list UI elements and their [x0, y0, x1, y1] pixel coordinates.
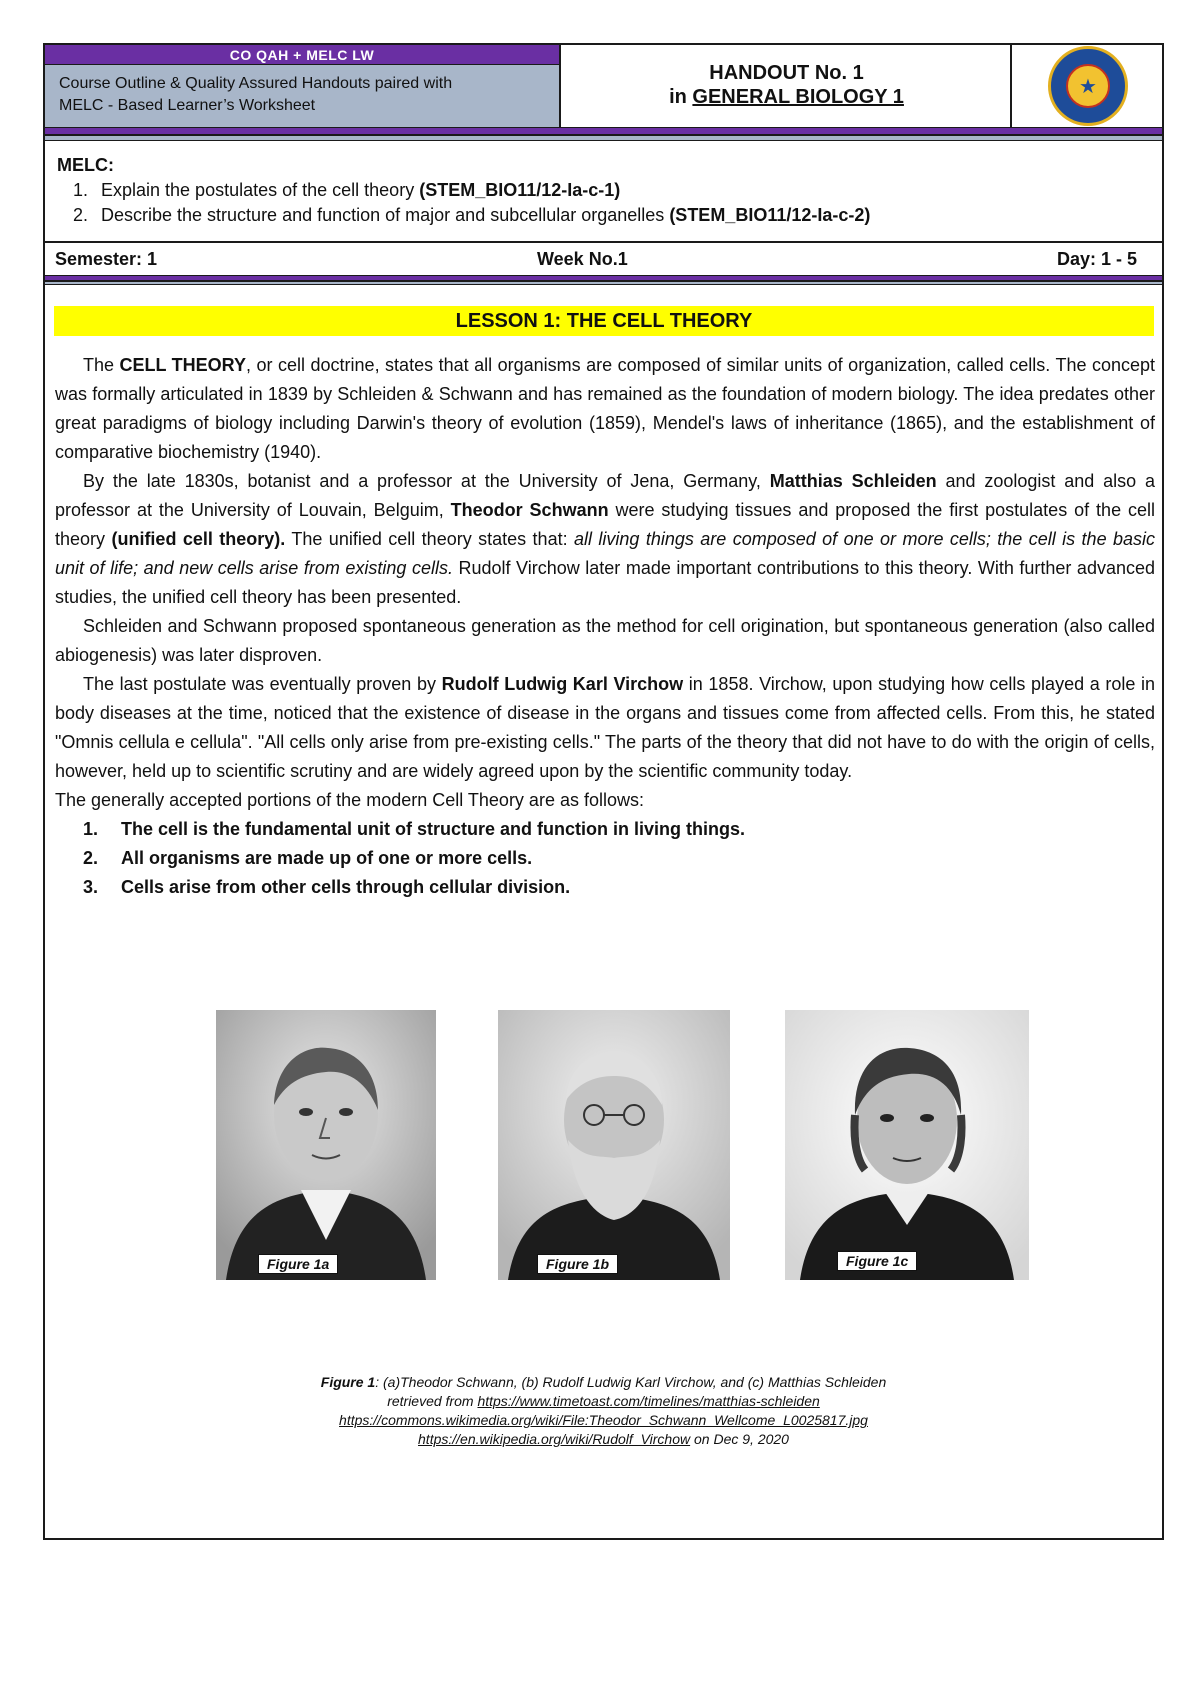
paragraph-3: Schleiden and Schwann proposed spontaneous generation as the method for cell origination, but spontaneous generation (also called abiogenesis) was later disproven. — [55, 616, 1155, 665]
source-link-wikimedia[interactable]: https://commons.wikimedia.org/wiki/File:Theodor_Schwann_Wellcome_L0025817.jpg — [339, 1412, 868, 1428]
melc-section — [57, 153, 1147, 228]
header-desc-line1: Course Outline & Quality Assured Handouts paired with — [59, 75, 453, 92]
caption-line-1: Figure 1: (a)Theodor Schwann, (b) Rudolf Ludwig Karl Virchow, and (c) Matthias Schleiden — [320, 1374, 887, 1390]
postulate-item: 1. The cell is the fundamental unit of structure and function in living things. — [103, 815, 1155, 844]
source-link-wikipedia[interactable]: https://en.wikipedia.org/wiki/Rudolf_Virchow — [418, 1431, 691, 1447]
seal-center-icon: ★ — [1066, 64, 1110, 108]
postulate-item: 3. Cells arise from other cells through cellular division. — [103, 873, 1155, 902]
school-division-logo — [1014, 45, 1162, 127]
gray-divider-2 — [45, 281, 1162, 285]
subject-line — [563, 85, 1010, 109]
week-number: Week No.1 — [537, 249, 628, 269]
portrait-figure-1c — [785, 1010, 1029, 1280]
header-band: CO QAH + MELC LW — [45, 45, 559, 65]
gray-divider — [45, 135, 1162, 141]
seal-icon — [1048, 46, 1128, 126]
subject-name: GENERAL BIOLOGY 1 — [692, 86, 904, 108]
header-title — [563, 45, 1012, 127]
schedule-row — [45, 241, 1162, 275]
semester: Semester: 1 — [55, 249, 158, 269]
melc-label: MELC: — [57, 155, 114, 175]
handout-number: HANDOUT No. 1 — [709, 62, 864, 84]
source-link-timetoast[interactable]: https://www.timetoast.com/timelines/matthias-schleiden — [477, 1393, 820, 1409]
header-description — [45, 65, 559, 127]
lesson-body — [55, 351, 1155, 902]
portrait-figure-1b — [498, 1010, 730, 1280]
day-range: Day: 1 - 5 — [1057, 249, 1138, 269]
figure-1c-label: Figure 1c — [837, 1251, 917, 1271]
postulate-item: 2. All organisms are made up of one or more cells. — [103, 844, 1155, 873]
paragraph-1: The CELL THEORY, or cell doctrine, states that all organisms are composed of similar units of organization, called cells. The concept was formally articulated in 1839 by Schleiden & Schwann and has remained as the foundation of modern biology. The idea predates other great paradigms of biology including Darwin's theory of evolution (1859), Mendel's laws of inheritance (1865), and the establishment of comparative biochemistry (1940). — [55, 355, 1155, 462]
lesson-title: LESSON 1: THE CELL THEORY — [54, 306, 1154, 336]
figure-1b-label: Figure 1b — [537, 1254, 618, 1274]
figure-caption — [45, 1373, 1162, 1449]
paragraph-2: By the late 1830s, botanist and a professor at the University of Jena, Germany, Matthias Schleiden and zoologist and also a professor at the University of Louvain, Belguim, Theodor Schwann were studying tissues and proposed the first postulates of the cell theory (unified cell theory). The unified cell theory states that: all living things are composed of one or more cells; the cell is the basic unit of life; and new cells arise from existing cells. Rudolf Virchow later made important contributions to this theory. With further advanced studies, the unified cell theory has been presented. — [55, 471, 1156, 607]
purple-divider — [45, 127, 1162, 135]
header-desc-line2: MELC - Based Learner’s Worksheet — [59, 97, 316, 114]
caption-line-3 — [45, 1411, 1162, 1430]
melc-item: 2. Describe the structure and function of major and subcellular organelles (STEM_BIO11/12-Ia-c-2) — [93, 203, 1147, 228]
handout-frame — [43, 43, 1164, 1540]
caption-line-4: https://en.wikipedia.org/wiki/Rudolf_Virchow on Dec 9, 2020 — [418, 1431, 789, 1447]
paragraph-5: The generally accepted portions of the modern Cell Theory are as follows: — [55, 790, 644, 810]
header-left — [45, 45, 561, 127]
header — [45, 45, 1162, 127]
figure-1a-label: Figure 1a — [258, 1254, 338, 1274]
postulates-list — [103, 815, 1155, 902]
portrait-figure-1a — [216, 1010, 436, 1280]
in-word: in — [669, 86, 693, 108]
paragraph-4: The last postulate was eventually proven by Rudolf Ludwig Karl Virchow in 1858. Virchow, upon studying how cells played a role in body diseases at the time, noticed that the existence of disease in the organs and tissues come from affected cells. From this, he stated "Omnis cellula e cellula". "All cells only arise from pre-existing cells." The parts of the theory that did not have to do with the origin of cells, however, held up to scientific scrutiny and are widely agreed upon by the scientific community today. — [55, 674, 1156, 781]
melc-item: 1. Explain the postulates of the cell theory (STEM_BIO11/12-Ia-c-1) — [93, 178, 1147, 203]
caption-line-2: retrieved from https://www.timetoast.com/timelines/matthias-schleiden — [387, 1393, 820, 1409]
